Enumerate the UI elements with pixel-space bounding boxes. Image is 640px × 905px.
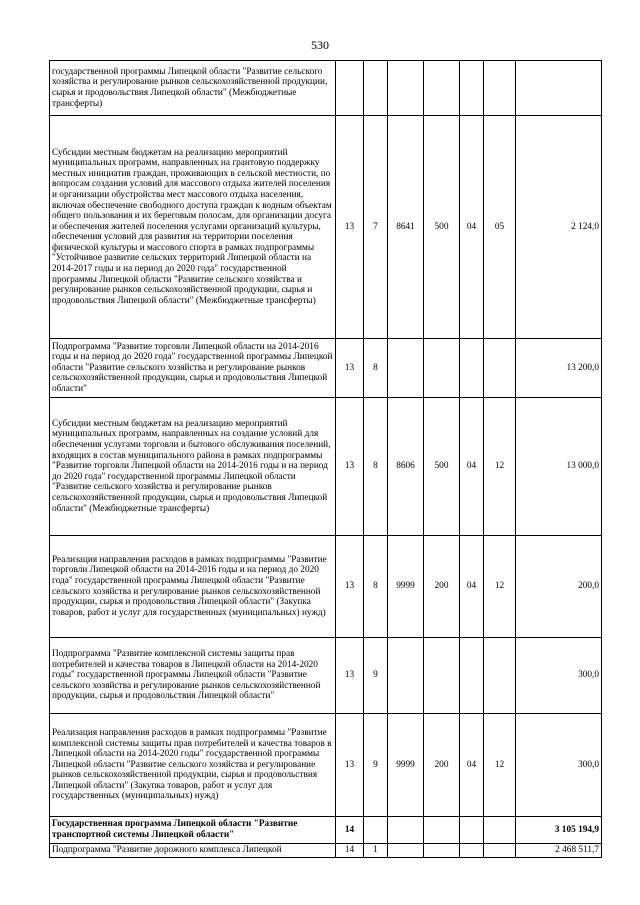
row-name: государственной программы Липецкой области "Развитие сельского хозяйства и регулирование рынков сельскохозяйственной продукции, сырья и продовольствия Липецкой области" (Межбюджетные трансферты) (50, 61, 336, 116)
section-code: 04 (460, 536, 484, 638)
subsection-code: 12 (484, 536, 516, 638)
row-name: Реализация направления расходов в рамках подпрограммы "Развитие торговли Липецкой области на 2014-2016 годы и на период до 2020 года" государственной программы Липецкой области "Развитие сельского хозяйства и регулирование рынков сельскохозяйственной продукции, сырья и продовольствия Липецкой области" (Закупка товаров, работ и услуг для государственных (муниципальных) нужд) (50, 536, 336, 638)
row-name: Государственная программа Липецкой области "Развитие транспортной системы Липецкой области" (50, 817, 336, 844)
page-number: 530 (311, 38, 329, 52)
amount: 3 105 194,9 (516, 817, 602, 844)
section-code: 04 (460, 116, 484, 339)
subprogram-code: 8 (364, 339, 388, 398)
section-code (460, 817, 484, 844)
subsection-code (484, 638, 516, 714)
table-row (50, 536, 602, 638)
table-row (50, 116, 602, 339)
table-row (50, 714, 602, 817)
direction-code (388, 844, 424, 858)
amount: 300,0 (516, 714, 602, 817)
subprogram-code: 9 (364, 714, 388, 817)
expense-type-code (424, 817, 460, 844)
direction-code: 8606 (388, 398, 424, 536)
program-code: 13 (336, 398, 364, 536)
row-name: Подпрограмма "Развитие дорожного комплекса Липецкой (50, 844, 336, 858)
table-row (50, 638, 602, 714)
expense-type-code: 200 (424, 536, 460, 638)
section-code: 04 (460, 398, 484, 536)
subsection-code (484, 844, 516, 858)
amount: 200,0 (516, 536, 602, 638)
subprogram-code: 1 (364, 844, 388, 858)
direction-code: 9999 (388, 536, 424, 638)
amount: 2 124,0 (516, 116, 602, 339)
program-code: 14 (336, 817, 364, 844)
table-row (50, 844, 602, 858)
program-code: 13 (336, 339, 364, 398)
program-code: 13 (336, 714, 364, 817)
direction-code (388, 817, 424, 844)
section-code: 04 (460, 714, 484, 817)
section-code (460, 61, 484, 116)
expense-type-code: 500 (424, 398, 460, 536)
direction-code (388, 638, 424, 714)
direction-code (388, 61, 424, 116)
direction-code (388, 339, 424, 398)
table-row (50, 817, 602, 844)
subprogram-code (364, 61, 388, 116)
program-code: 13 (336, 638, 364, 714)
table-row (50, 61, 602, 116)
subprogram-code: 7 (364, 116, 388, 339)
expense-type-code: 500 (424, 116, 460, 339)
amount: 13 000,0 (516, 398, 602, 536)
program-code: 14 (336, 844, 364, 858)
amount: 2 468 511,7 (516, 844, 602, 858)
row-name: Субсидии местным бюджетам на реализацию мероприятий муниципальных программ, направленных на грантовую поддержку местных инициатив граждан, проживающих в сельской местности, по вопросам создания условий для массового отдыха жителей поселения и организации обустройства мест массового отдыха населения, включая обеспечение свободного доступа граждан к водным объектам общего пользования и их береговым полосам, для организации досуга и обеспечения жителей поселения услугами организаций культуры, обеспечения условий для развития на территории поселения физической культуры и массового спорта в рамках подпрограммы "Устойчивое развитие сельских территорий Липецкой области на 2014-2017 годы и на период до 2020 года" государственной программы Липецкой области "Развитие сельского хозяйства и регулирование рынков сельскохозяйственной продукции, сырья и продовольствия Липецкой области" (Межбюджетные трансферты) (50, 116, 336, 339)
subsection-code (484, 61, 516, 116)
expense-type-code (424, 844, 460, 858)
amount: 13 200,0 (516, 339, 602, 398)
amount (516, 61, 602, 116)
direction-code: 8641 (388, 116, 424, 339)
expense-type-code: 200 (424, 714, 460, 817)
subprogram-code: 8 (364, 398, 388, 536)
table-row (50, 339, 602, 398)
table-row (50, 398, 602, 536)
program-code: 13 (336, 116, 364, 339)
subsection-code (484, 817, 516, 844)
subprogram-code: 8 (364, 536, 388, 638)
section-code (460, 638, 484, 714)
budget-table (49, 60, 602, 858)
row-name: Реализация направления расходов в рамках подпрограммы "Развитие комплексной системы защиты прав потребителей и качества товаров в Липецкой области на 2014-2020 годы" государственной программы Липецкой области "Развитие сельского хозяйства и регулирование рынков сельскохозяйственной продукции, сырья и продовольствия Липецкой области" (Закупка товаров, работ и услуг для государственных (муниципальных) нужд) (50, 714, 336, 817)
subprogram-code (364, 817, 388, 844)
row-name: Субсидии местным бюджетам на реализацию мероприятий муниципальных программ, направленных на создание условий для обеспечения услугами торговли и бытового обслуживания поселений, входящих в состав муниципального района в рамках подпрограммы "Развитие торговли Липецкой области на 2014-2016 годы и на период до 2020 года" государственной программы Липецкой области "Развитие сельского хозяйства и регулирование рынков сельскохозяйственной продукции, сырья и продовольствия Липецкой области" (Межбюджетные трансферты) (50, 398, 336, 536)
expense-type-code (424, 61, 460, 116)
subsection-code: 05 (484, 116, 516, 339)
subsection-code (484, 339, 516, 398)
expense-type-code (424, 339, 460, 398)
section-code (460, 339, 484, 398)
amount: 300,0 (516, 638, 602, 714)
subsection-code: 12 (484, 398, 516, 536)
subprogram-code: 9 (364, 638, 388, 714)
program-code: 13 (336, 536, 364, 638)
direction-code: 9999 (388, 714, 424, 817)
expense-type-code (424, 638, 460, 714)
program-code (336, 61, 364, 116)
row-name: Подпрограмма "Развитие комплексной системы защиты прав потребителей и качества товаров в Липецкой области на 2014-2020 годы" государственной программы Липецкой области "Развитие сельского хозяйства и регулирование рынков сельскохозяйственной продукции, сырья и продовольствия Липецкой области" (50, 638, 336, 714)
subsection-code: 12 (484, 714, 516, 817)
row-name: Подпрограмма "Развитие торговли Липецкой области на 2014-2016 годы и на период до 2020 года" государственной программы Липецкой области "Развитие сельского хозяйства и регулирование рынков сельскохозяйственной продукции, сырья и продовольствия Липецкой области" (50, 339, 336, 398)
section-code (460, 844, 484, 858)
